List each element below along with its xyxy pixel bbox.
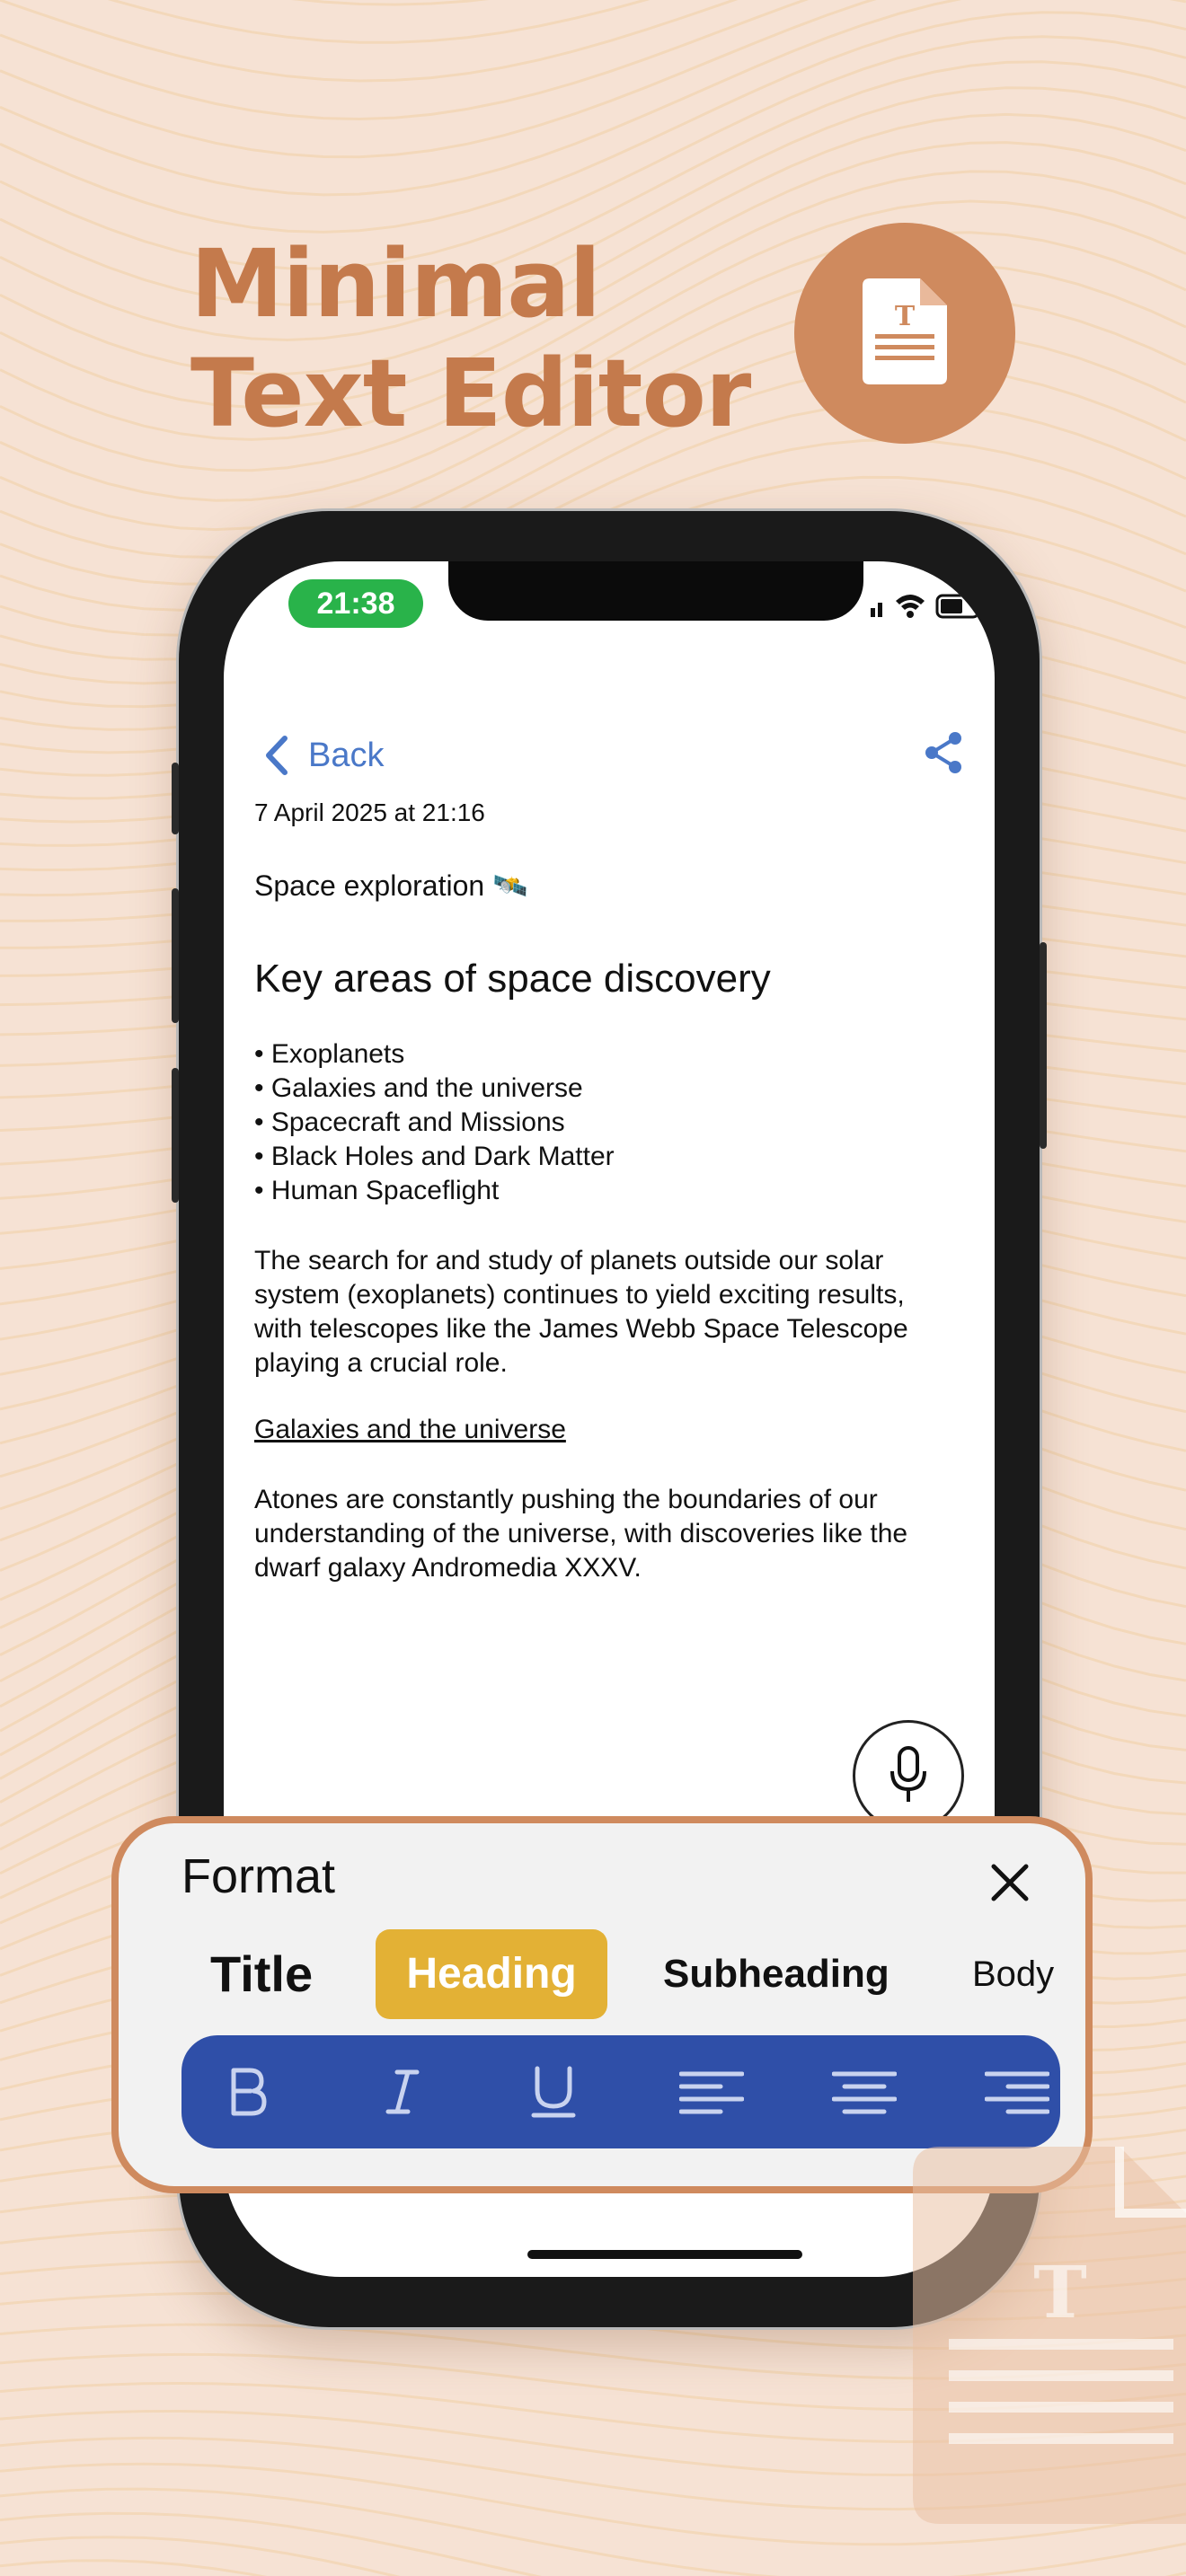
share-button[interactable] xyxy=(923,730,964,780)
wave-line xyxy=(0,0,1186,81)
list-item: • Black Holes and Dark Matter xyxy=(254,1142,615,1171)
note-subtitle: Space exploration 🛰️ xyxy=(254,869,528,902)
close-format-button[interactable] xyxy=(981,1854,1039,1911)
svg-text:T: T xyxy=(1033,2250,1087,2334)
align-left-button[interactable] xyxy=(652,2035,760,2148)
mute-switch xyxy=(172,763,179,834)
paragraph-style-row xyxy=(119,1929,1085,2019)
app-logo xyxy=(794,223,1015,444)
volume-up-button xyxy=(172,888,179,1023)
decorative-document-icon xyxy=(913,2147,1186,2524)
italic-button[interactable] xyxy=(349,2035,456,2148)
headline-line-2: Text Editor xyxy=(190,339,751,448)
headline-line-1: Minimal xyxy=(190,229,601,339)
align-right-icon xyxy=(985,2065,1049,2119)
bullet-list xyxy=(254,1037,615,1208)
underline-button[interactable] xyxy=(500,2035,607,2148)
wave-line xyxy=(0,2537,1186,2576)
underline-icon xyxy=(527,2065,580,2119)
align-center-icon xyxy=(832,2065,897,2119)
promo-headline xyxy=(190,229,750,448)
formatting-toolbar xyxy=(181,2035,1060,2148)
list-item: • Exoplanets xyxy=(254,1039,405,1069)
svg-text:T: T xyxy=(894,301,916,332)
back-label: Back xyxy=(308,736,385,774)
style-heading-option[interactable]: Heading xyxy=(376,1929,607,2019)
power-button xyxy=(1040,942,1047,1149)
back-button[interactable] xyxy=(263,728,384,779)
note-date: 7 April 2025 at 21:16 xyxy=(254,798,485,826)
volume-down-button xyxy=(172,1068,179,1203)
home-indicator[interactable] xyxy=(527,2250,802,2259)
style-subheading-option[interactable]: Subheading xyxy=(663,1952,890,1996)
format-panel-title: Format xyxy=(181,1849,336,1903)
underlined-heading: Galaxies and the universe xyxy=(254,1415,566,1444)
close-icon xyxy=(981,1854,1039,1911)
battery-icon xyxy=(937,595,984,617)
list-item: • Galaxies and the universe xyxy=(254,1073,583,1103)
bold-button[interactable] xyxy=(194,2035,302,2148)
wifi-icon xyxy=(896,595,925,618)
note-paragraph-1: The search for and study of planets outside our solar system (exoplanets) continues to yield exciting results, with telescopes like the James Webb Space Telescope playing a crucial role. xyxy=(254,1246,908,1378)
italic-icon xyxy=(376,2065,429,2119)
microphone-icon xyxy=(889,1746,928,1804)
style-title-option[interactable]: Title xyxy=(210,1945,314,2002)
dictation-button[interactable] xyxy=(853,1720,964,1831)
note-paragraph-2: Atones are constantly pushing the boundaries of our understanding of the universe, with discoveries like the dwarf galaxy Andromedia XXXV. xyxy=(254,1485,908,1583)
status-icons xyxy=(871,587,987,627)
wave-line xyxy=(0,2561,1186,2576)
chevron-left-icon xyxy=(263,735,288,776)
align-center-button[interactable] xyxy=(805,2035,913,2148)
notch xyxy=(448,561,863,621)
signal-icon xyxy=(871,603,882,617)
style-body-option[interactable]: Body xyxy=(972,1954,1055,1994)
list-item: • Spacecraft and Missions xyxy=(254,1107,565,1137)
document-text-icon xyxy=(863,278,947,384)
bold-icon xyxy=(221,2065,275,2119)
note-heading: Key areas of space discovery xyxy=(254,957,771,1001)
align-left-icon xyxy=(679,2065,744,2119)
align-right-button[interactable] xyxy=(958,2035,1066,2148)
wave-line xyxy=(0,0,1186,42)
status-time: 21:38 xyxy=(288,579,423,628)
share-icon xyxy=(923,730,964,775)
wave-line xyxy=(0,0,1186,157)
format-panel xyxy=(111,1816,1093,2193)
wave-line xyxy=(0,0,1186,4)
list-item: • Human Spaceflight xyxy=(254,1176,500,1205)
